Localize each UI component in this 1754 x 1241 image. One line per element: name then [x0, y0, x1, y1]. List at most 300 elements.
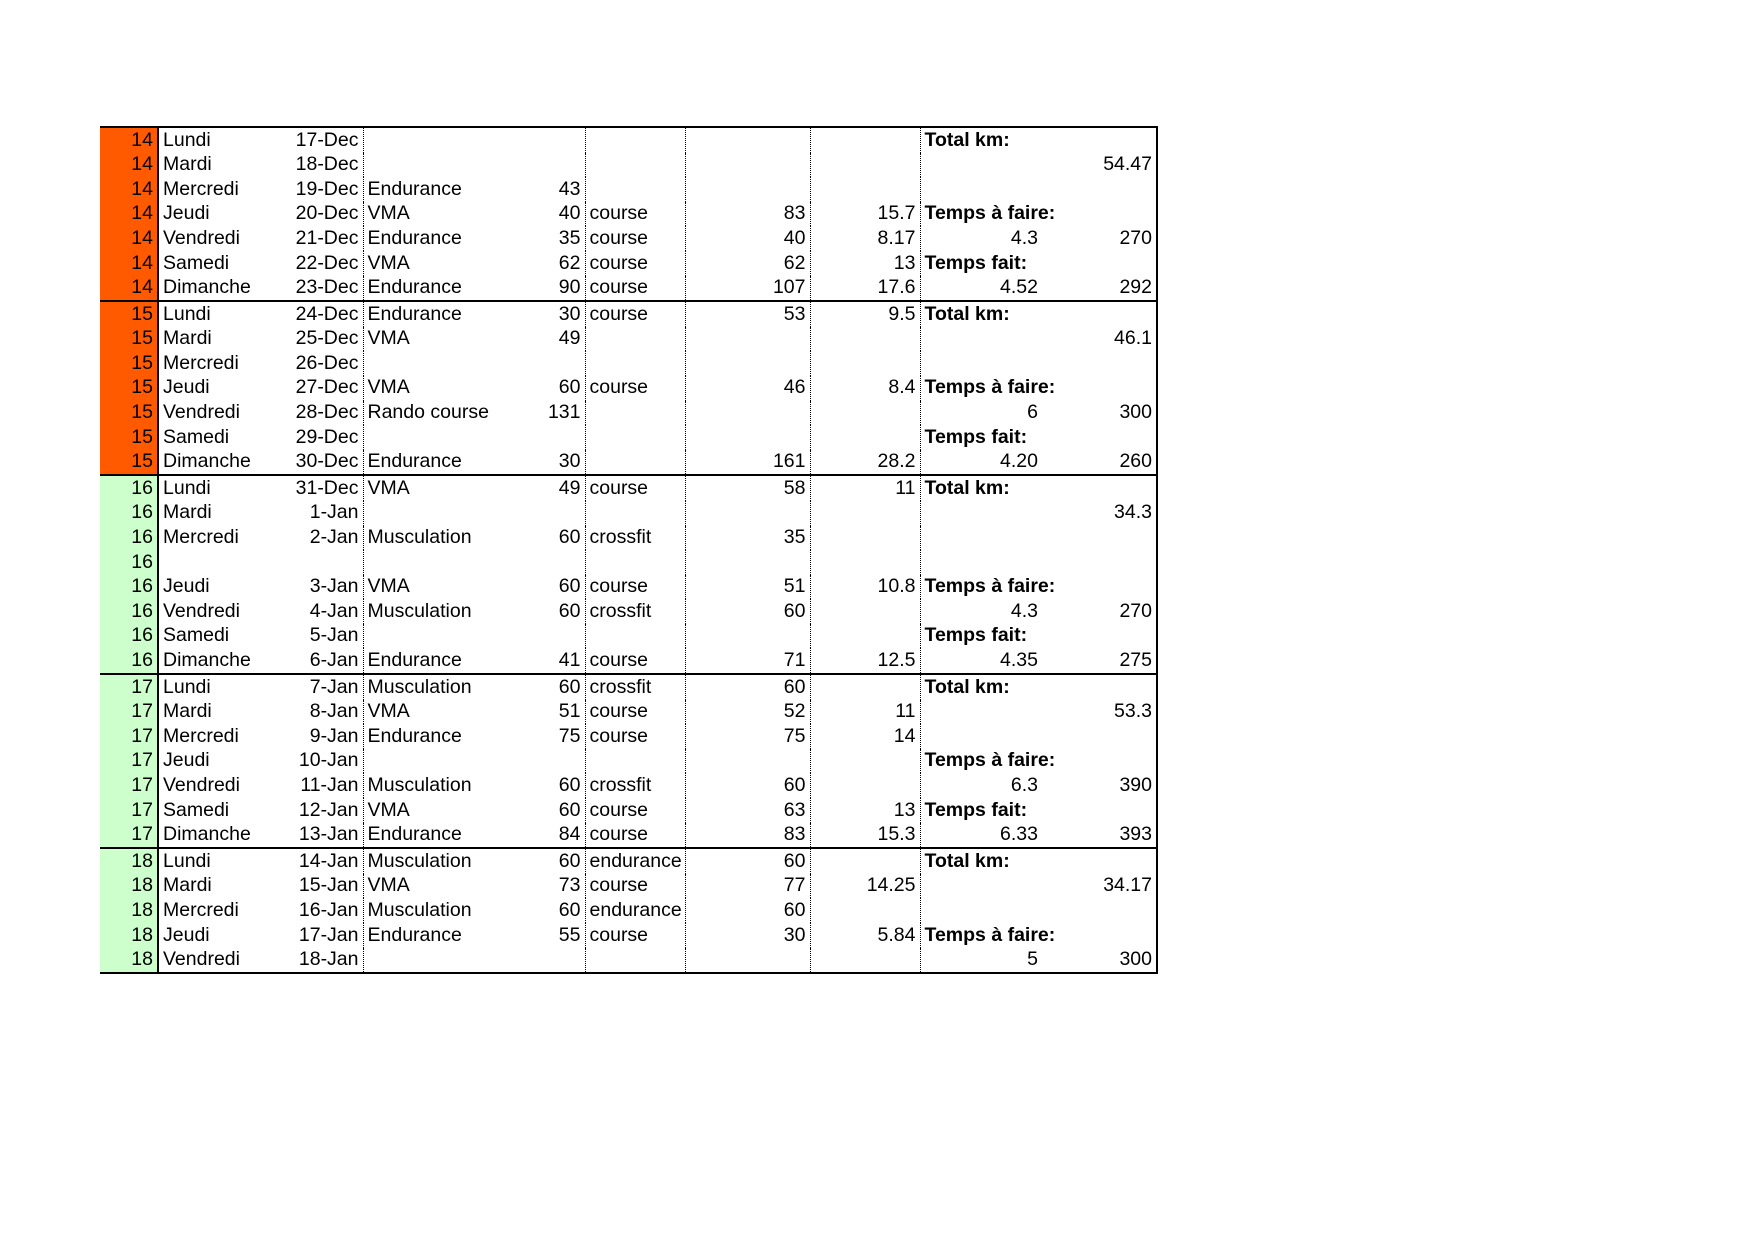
- value-two[interactable]: 8.17: [810, 226, 920, 251]
- date[interactable]: 28-Dec: [295, 401, 359, 424]
- summary-value[interactable]: [1042, 724, 1157, 749]
- duration-min[interactable]: 60: [493, 674, 585, 700]
- activity-type[interactable]: VMA: [363, 700, 493, 725]
- activity-type[interactable]: VMA: [363, 475, 493, 501]
- duration-min[interactable]: 55: [558, 923, 581, 946]
- summary-value[interactable]: [1042, 848, 1157, 874]
- activity-type[interactable]: VMA: [363, 251, 493, 276]
- activity-type[interactable]: Musculation: [363, 526, 493, 551]
- day-name[interactable]: Lundi: [158, 848, 288, 874]
- day-name[interactable]: Vendredi: [158, 948, 288, 974]
- summary-value[interactable]: [1042, 127, 1157, 153]
- value-two[interactable]: [810, 501, 920, 526]
- value-one[interactable]: 60: [685, 599, 810, 624]
- table-row[interactable]: [100, 749, 1157, 774]
- value-one[interactable]: [685, 501, 810, 526]
- value-one[interactable]: [685, 177, 810, 202]
- activity-secondary[interactable]: course: [585, 202, 685, 227]
- value-one[interactable]: 83: [685, 823, 810, 849]
- activity-type[interactable]: Endurance: [363, 226, 493, 251]
- week-number[interactable]: 15: [100, 376, 158, 401]
- activity-secondary[interactable]: [585, 401, 685, 426]
- date[interactable]: 23-Dec: [288, 276, 363, 302]
- summary-value[interactable]: [1042, 749, 1157, 774]
- table-row[interactable]: [100, 351, 1157, 376]
- value-two[interactable]: [810, 599, 920, 624]
- week-number[interactable]: 17: [100, 798, 158, 823]
- duration-min[interactable]: [493, 550, 585, 575]
- week-number[interactable]: 15: [100, 301, 158, 327]
- duration-min[interactable]: [493, 425, 585, 450]
- value-two[interactable]: [810, 550, 920, 575]
- value-two[interactable]: 13: [810, 251, 920, 276]
- activity-secondary[interactable]: [585, 749, 685, 774]
- summary-value[interactable]: [1042, 526, 1157, 551]
- summary-label[interactable]: Total km:: [920, 301, 1042, 327]
- week-number[interactable]: 14: [100, 202, 158, 227]
- duration-min[interactable]: [493, 624, 585, 649]
- summary-value[interactable]: [1042, 550, 1157, 575]
- day-name[interactable]: Lundi: [158, 301, 288, 327]
- activity-secondary[interactable]: course: [585, 724, 685, 749]
- day-name[interactable]: Jeudi: [163, 749, 210, 772]
- day-name[interactable]: Mardi: [163, 153, 212, 176]
- duration-min[interactable]: [493, 948, 585, 974]
- week-number[interactable]: 18: [100, 848, 158, 874]
- date[interactable]: 13-Jan: [288, 823, 363, 849]
- week-number[interactable]: 14: [100, 226, 158, 251]
- value-two[interactable]: 17.6: [810, 276, 920, 302]
- activity-secondary[interactable]: [585, 948, 685, 974]
- day-name[interactable]: Mardi: [163, 501, 212, 524]
- date[interactable]: 31-Dec: [288, 475, 363, 501]
- summary-label[interactable]: Temps à faire:: [920, 376, 1042, 401]
- value-one[interactable]: 60: [685, 674, 810, 700]
- summary-value[interactable]: [1042, 798, 1157, 823]
- table-row[interactable]: [100, 798, 1157, 823]
- activity-type[interactable]: [363, 127, 493, 153]
- duration-min[interactable]: 49: [493, 475, 585, 501]
- summary-value[interactable]: 300: [1042, 401, 1157, 426]
- value-two[interactable]: 5.84: [810, 923, 920, 948]
- date[interactable]: 9-Jan: [309, 724, 359, 747]
- summary-label[interactable]: Temps fait:: [920, 798, 1042, 823]
- value-two[interactable]: [810, 177, 920, 202]
- duration-min[interactable]: 41: [493, 648, 585, 674]
- value-one[interactable]: 52: [685, 700, 810, 725]
- value-two[interactable]: 13: [810, 798, 920, 823]
- week-number[interactable]: 17: [100, 773, 158, 798]
- day-name[interactable]: Jeudi: [163, 575, 210, 598]
- value-one[interactable]: 77: [685, 874, 810, 899]
- value-one[interactable]: 107: [685, 276, 810, 302]
- table-row[interactable]: [100, 624, 1157, 649]
- day-name[interactable]: Mercredi: [163, 526, 239, 549]
- value-one[interactable]: [685, 425, 810, 450]
- day-name[interactable]: Lundi: [158, 475, 288, 501]
- week-number[interactable]: 16: [100, 526, 158, 551]
- summary-label[interactable]: 6.3: [920, 773, 1042, 798]
- date[interactable]: 22-Dec: [295, 251, 359, 274]
- activity-type[interactable]: Rando course: [363, 401, 493, 426]
- value-one[interactable]: 83: [685, 202, 810, 227]
- value-two[interactable]: 10.8: [810, 575, 920, 600]
- summary-value[interactable]: [1042, 624, 1157, 649]
- duration-min[interactable]: 60: [558, 798, 581, 821]
- date[interactable]: 29-Dec: [295, 425, 359, 448]
- summary-value[interactable]: [1042, 475, 1157, 501]
- day-name[interactable]: Vendredi: [163, 226, 240, 249]
- summary-label[interactable]: 4.3: [920, 599, 1042, 624]
- week-number[interactable]: 16: [100, 648, 158, 674]
- activity-type[interactable]: Endurance: [363, 301, 493, 327]
- week-number[interactable]: 14: [100, 127, 158, 153]
- value-two[interactable]: [810, 153, 920, 178]
- value-one[interactable]: [685, 624, 810, 649]
- day-name[interactable]: Mardi: [163, 327, 212, 350]
- day-name[interactable]: Mardi: [163, 700, 212, 723]
- summary-label[interactable]: [920, 550, 1042, 575]
- week-number[interactable]: 15: [100, 450, 158, 476]
- date[interactable]: 1-Jan: [309, 501, 359, 524]
- activity-type[interactable]: VMA: [363, 798, 493, 823]
- week-number[interactable]: 17: [100, 700, 158, 725]
- day-name[interactable]: Samedi: [163, 624, 230, 647]
- activity-type[interactable]: VMA: [363, 376, 493, 401]
- date[interactable]: 19-Dec: [295, 177, 359, 200]
- value-one[interactable]: 58: [685, 475, 810, 501]
- duration-min[interactable]: 60: [558, 575, 581, 598]
- value-one[interactable]: 62: [685, 251, 810, 276]
- summary-label[interactable]: 4.35: [920, 648, 1042, 674]
- activity-type[interactable]: Endurance: [363, 276, 493, 302]
- value-two[interactable]: [810, 948, 920, 974]
- summary-label[interactable]: Total km:: [920, 674, 1042, 700]
- summary-value[interactable]: 390: [1042, 773, 1157, 798]
- week-number[interactable]: 16: [100, 599, 158, 624]
- value-one[interactable]: 46: [685, 376, 810, 401]
- table-row[interactable]: [100, 450, 1157, 476]
- table-row[interactable]: [100, 501, 1157, 526]
- week-number[interactable]: 14: [100, 276, 158, 302]
- value-one[interactable]: [685, 948, 810, 974]
- summary-label[interactable]: [920, 526, 1042, 551]
- activity-secondary[interactable]: crossfit: [585, 599, 685, 624]
- value-two[interactable]: [810, 327, 920, 352]
- value-one[interactable]: 71: [685, 648, 810, 674]
- activity-type[interactable]: Endurance: [363, 648, 493, 674]
- activity-type[interactable]: [363, 351, 493, 376]
- table-row[interactable]: [100, 177, 1157, 202]
- value-two[interactable]: [810, 848, 920, 874]
- duration-min[interactable]: 49: [558, 327, 581, 350]
- value-one[interactable]: 60: [685, 848, 810, 874]
- value-two[interactable]: 28.2: [810, 450, 920, 476]
- activity-type[interactable]: [363, 425, 493, 450]
- duration-min[interactable]: [493, 749, 585, 774]
- activity-type[interactable]: Endurance: [363, 177, 493, 202]
- value-one[interactable]: 40: [685, 226, 810, 251]
- table-row[interactable]: [100, 648, 1157, 674]
- summary-value[interactable]: 34.3: [1042, 501, 1157, 526]
- activity-type[interactable]: [363, 948, 493, 974]
- activity-secondary[interactable]: [585, 550, 685, 575]
- date[interactable]: 11-Jan: [300, 773, 359, 796]
- summary-label[interactable]: 4.52: [920, 276, 1042, 302]
- summary-value[interactable]: [1042, 202, 1157, 227]
- summary-value[interactable]: 270: [1042, 226, 1157, 251]
- summary-value[interactable]: 260: [1042, 450, 1157, 476]
- summary-value[interactable]: [1042, 425, 1157, 450]
- week-number[interactable]: 18: [100, 898, 158, 923]
- summary-label[interactable]: Temps fait:: [920, 251, 1042, 276]
- value-one[interactable]: [685, 127, 810, 153]
- summary-label[interactable]: 6.33: [920, 823, 1042, 849]
- value-one[interactable]: [685, 401, 810, 426]
- summary-value[interactable]: [1042, 177, 1157, 202]
- date[interactable]: 17-Dec: [288, 127, 363, 153]
- activity-secondary[interactable]: [585, 153, 685, 178]
- date[interactable]: 16-Jan: [298, 898, 359, 921]
- summary-value[interactable]: [1042, 301, 1157, 327]
- activity-secondary[interactable]: course: [585, 874, 685, 899]
- day-name[interactable]: Jeudi: [163, 376, 210, 399]
- duration-min[interactable]: 30: [493, 450, 585, 476]
- date[interactable]: 10-Jan: [298, 749, 359, 772]
- duration-min[interactable]: 90: [493, 276, 585, 302]
- date[interactable]: 18-Dec: [295, 153, 359, 176]
- summary-label[interactable]: Total km:: [920, 848, 1042, 874]
- value-two[interactable]: [810, 898, 920, 923]
- date[interactable]: 21-Dec: [295, 226, 359, 249]
- week-number[interactable]: 14: [100, 177, 158, 202]
- activity-type[interactable]: Musculation: [363, 898, 493, 923]
- duration-min[interactable]: 35: [558, 226, 581, 249]
- day-name[interactable]: [158, 550, 288, 575]
- duration-min[interactable]: 84: [493, 823, 585, 849]
- value-one[interactable]: 161: [685, 450, 810, 476]
- day-name[interactable]: Mercredi: [163, 177, 239, 200]
- duration-min[interactable]: 60: [493, 848, 585, 874]
- duration-min[interactable]: 30: [493, 301, 585, 327]
- day-name[interactable]: Jeudi: [163, 923, 210, 946]
- date[interactable]: 2-Jan: [309, 526, 359, 549]
- date[interactable]: 3-Jan: [309, 575, 359, 598]
- value-two[interactable]: [810, 351, 920, 376]
- value-one[interactable]: 51: [685, 575, 810, 600]
- date[interactable]: 14-Jan: [288, 848, 363, 874]
- duration-min[interactable]: 60: [558, 599, 581, 622]
- week-number[interactable]: 16: [100, 475, 158, 501]
- duration-min[interactable]: 60: [558, 376, 581, 399]
- table-row[interactable]: [100, 575, 1157, 600]
- week-number[interactable]: 16: [100, 501, 158, 526]
- summary-label[interactable]: [920, 898, 1042, 923]
- table-row[interactable]: [100, 674, 1157, 700]
- duration-min[interactable]: 73: [558, 874, 581, 897]
- day-name[interactable]: Mercredi: [163, 898, 239, 921]
- activity-type[interactable]: VMA: [363, 327, 493, 352]
- value-two[interactable]: [810, 127, 920, 153]
- activity-secondary[interactable]: course: [585, 700, 685, 725]
- activity-type[interactable]: Musculation: [363, 773, 493, 798]
- summary-label[interactable]: 6: [920, 401, 1042, 426]
- date[interactable]: 26-Dec: [295, 351, 359, 374]
- duration-min[interactable]: 131: [547, 401, 581, 424]
- value-two[interactable]: [810, 749, 920, 774]
- table-row[interactable]: [100, 848, 1157, 874]
- value-two[interactable]: 15.3: [810, 823, 920, 849]
- activity-secondary[interactable]: course: [585, 301, 685, 327]
- summary-value[interactable]: 46.1: [1042, 327, 1157, 352]
- day-name[interactable]: Dimanche: [158, 450, 288, 476]
- value-one[interactable]: [685, 153, 810, 178]
- activity-secondary[interactable]: course: [585, 475, 685, 501]
- value-two[interactable]: 9.5: [810, 301, 920, 327]
- value-one[interactable]: 35: [685, 526, 810, 551]
- table-row[interactable]: [100, 301, 1157, 327]
- summary-label[interactable]: [920, 351, 1042, 376]
- value-one[interactable]: [685, 749, 810, 774]
- summary-label[interactable]: [920, 724, 1042, 749]
- value-two[interactable]: [810, 624, 920, 649]
- summary-value[interactable]: 275: [1042, 648, 1157, 674]
- value-one[interactable]: 53: [685, 301, 810, 327]
- activity-secondary[interactable]: course: [585, 648, 685, 674]
- summary-value[interactable]: [1042, 898, 1157, 923]
- activity-secondary[interactable]: endurance: [585, 848, 685, 874]
- summary-label[interactable]: [920, 501, 1042, 526]
- value-two[interactable]: [810, 401, 920, 426]
- date[interactable]: 25-Dec: [295, 327, 359, 350]
- summary-value[interactable]: 393: [1042, 823, 1157, 849]
- activity-secondary[interactable]: endurance: [585, 898, 685, 923]
- day-name[interactable]: Lundi: [158, 674, 288, 700]
- value-one[interactable]: 30: [685, 923, 810, 948]
- day-name[interactable]: Lundi: [158, 127, 288, 153]
- week-number[interactable]: 15: [100, 351, 158, 376]
- date[interactable]: 7-Jan: [288, 674, 363, 700]
- date[interactable]: 8-Jan: [309, 700, 359, 723]
- day-name[interactable]: Samedi: [163, 798, 230, 821]
- activity-secondary[interactable]: [585, 327, 685, 352]
- day-name[interactable]: Mercredi: [163, 724, 239, 747]
- summary-label[interactable]: Total km:: [920, 127, 1042, 153]
- duration-min[interactable]: 60: [558, 526, 581, 549]
- activity-secondary[interactable]: course: [585, 276, 685, 302]
- summary-value[interactable]: [1042, 674, 1157, 700]
- value-two[interactable]: 11: [810, 700, 920, 725]
- week-number[interactable]: 15: [100, 327, 158, 352]
- week-number[interactable]: 18: [100, 923, 158, 948]
- table-row[interactable]: [100, 127, 1157, 153]
- summary-value[interactable]: 34.17: [1042, 874, 1157, 899]
- activity-type[interactable]: [363, 153, 493, 178]
- value-two[interactable]: 14: [810, 724, 920, 749]
- table-row[interactable]: [100, 202, 1157, 227]
- duration-min[interactable]: [493, 501, 585, 526]
- activity-type[interactable]: Endurance: [363, 450, 493, 476]
- value-two[interactable]: [810, 425, 920, 450]
- day-name[interactable]: Jeudi: [163, 202, 210, 225]
- summary-value[interactable]: 54.47: [1042, 153, 1157, 178]
- date[interactable]: 6-Jan: [288, 648, 363, 674]
- date[interactable]: 15-Jan: [298, 874, 359, 897]
- summary-label[interactable]: [920, 700, 1042, 725]
- summary-label[interactable]: [920, 874, 1042, 899]
- date[interactable]: [288, 550, 363, 575]
- day-name[interactable]: Dimanche: [158, 648, 288, 674]
- activity-secondary[interactable]: crossfit: [585, 773, 685, 798]
- activity-secondary[interactable]: course: [585, 251, 685, 276]
- duration-min[interactable]: [493, 127, 585, 153]
- activity-secondary[interactable]: course: [585, 798, 685, 823]
- week-number[interactable]: 14: [100, 153, 158, 178]
- value-one[interactable]: 60: [685, 898, 810, 923]
- duration-min[interactable]: 40: [558, 202, 581, 225]
- day-name[interactable]: Dimanche: [158, 823, 288, 849]
- summary-value[interactable]: [1042, 923, 1157, 948]
- table-row[interactable]: [100, 948, 1157, 974]
- summary-label[interactable]: Total km:: [920, 475, 1042, 501]
- duration-min[interactable]: 62: [558, 251, 581, 274]
- activity-type[interactable]: Musculation: [363, 848, 493, 874]
- value-one[interactable]: [685, 550, 810, 575]
- activity-secondary[interactable]: course: [585, 823, 685, 849]
- activity-secondary[interactable]: course: [585, 226, 685, 251]
- table-row[interactable]: [100, 475, 1157, 501]
- week-number[interactable]: 17: [100, 749, 158, 774]
- activity-secondary[interactable]: [585, 501, 685, 526]
- duration-min[interactable]: [493, 351, 585, 376]
- value-two[interactable]: [810, 674, 920, 700]
- activity-secondary[interactable]: course: [585, 376, 685, 401]
- activity-secondary[interactable]: [585, 177, 685, 202]
- summary-value[interactable]: 53.3: [1042, 700, 1157, 725]
- week-number[interactable]: 18: [100, 948, 158, 974]
- table-row[interactable]: [100, 923, 1157, 948]
- activity-type[interactable]: Endurance: [363, 923, 493, 948]
- duration-min[interactable]: 60: [558, 898, 581, 921]
- activity-type[interactable]: VMA: [363, 575, 493, 600]
- table-row[interactable]: [100, 376, 1157, 401]
- summary-label[interactable]: [920, 153, 1042, 178]
- summary-label[interactable]: 4.3: [920, 226, 1042, 251]
- week-number[interactable]: 16: [100, 550, 158, 575]
- value-two[interactable]: [810, 773, 920, 798]
- value-one[interactable]: [685, 351, 810, 376]
- activity-secondary[interactable]: crossfit: [585, 526, 685, 551]
- value-one[interactable]: 60: [685, 773, 810, 798]
- duration-min[interactable]: 43: [558, 177, 581, 200]
- summary-value[interactable]: [1042, 351, 1157, 376]
- summary-label[interactable]: 4.20: [920, 450, 1042, 476]
- week-number[interactable]: 16: [100, 575, 158, 600]
- summary-value[interactable]: [1042, 251, 1157, 276]
- table-row[interactable]: [100, 898, 1157, 923]
- day-name[interactable]: Vendredi: [163, 401, 240, 424]
- duration-min[interactable]: 60: [558, 773, 581, 796]
- summary-label[interactable]: [920, 327, 1042, 352]
- week-number[interactable]: 17: [100, 674, 158, 700]
- activity-secondary[interactable]: course: [585, 923, 685, 948]
- value-one[interactable]: 63: [685, 798, 810, 823]
- table-row[interactable]: [100, 251, 1157, 276]
- value-two[interactable]: 12.5: [810, 648, 920, 674]
- summary-value[interactable]: [1042, 376, 1157, 401]
- summary-label[interactable]: 5: [920, 948, 1042, 974]
- date[interactable]: 18-Jan: [288, 948, 363, 974]
